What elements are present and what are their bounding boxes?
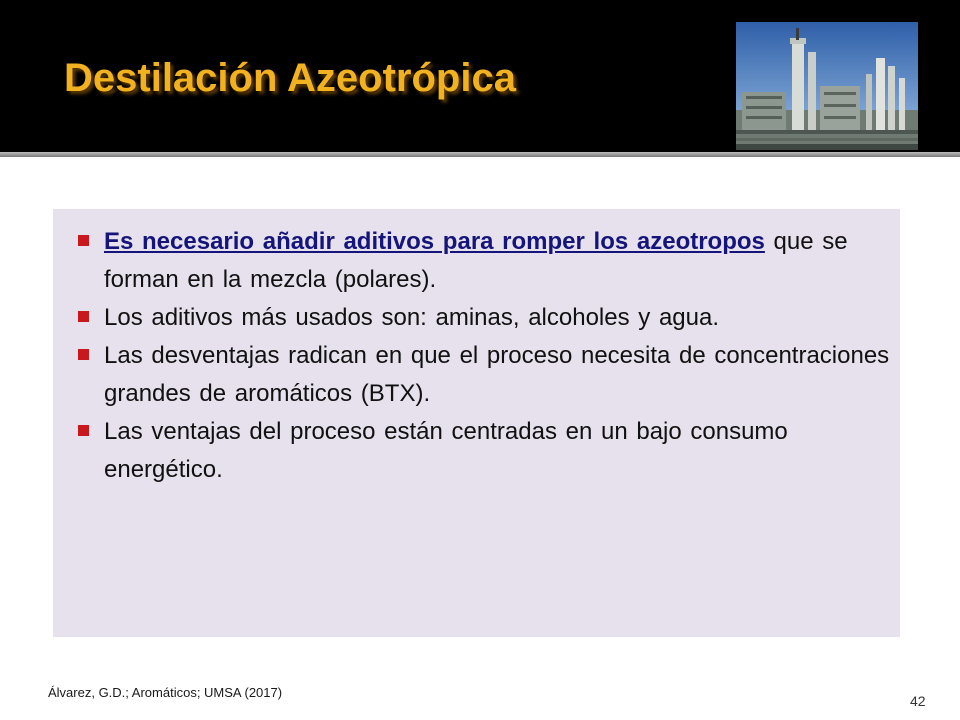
list-item <box>72 223 892 299</box>
list-item <box>72 413 892 489</box>
bullet-text: Los aditivos más usados son: aminas, alcoholes y agua. <box>104 304 720 331</box>
slide-title: Destilación Azeotrópica <box>64 56 516 100</box>
bullet-emphasis: Es necesario añadir aditivos para romper los azeotropos <box>104 228 765 255</box>
page-number: 42 <box>910 693 926 709</box>
bullet-text: que se forman en la mezcla (polares). <box>104 228 848 293</box>
square-bullet-icon <box>78 425 89 436</box>
square-bullet-icon <box>78 311 89 322</box>
bullet-list <box>72 223 892 489</box>
footer-citation: Álvarez, G.D.; Aromáticos; UMSA (2017) <box>48 685 283 700</box>
square-bullet-icon <box>78 235 89 246</box>
bullet-text: Las desventajas radican en que el proceso necesita de concentraciones grandes de aromáticos (BTX). <box>104 342 890 407</box>
bullet-text: Las ventajas del proceso están centradas en un bajo consumo energético. <box>104 418 788 483</box>
square-bullet-icon <box>78 349 89 360</box>
list-item <box>72 337 892 413</box>
header-divider <box>0 152 960 157</box>
refinery-photo <box>736 22 918 150</box>
list-item <box>72 299 892 337</box>
